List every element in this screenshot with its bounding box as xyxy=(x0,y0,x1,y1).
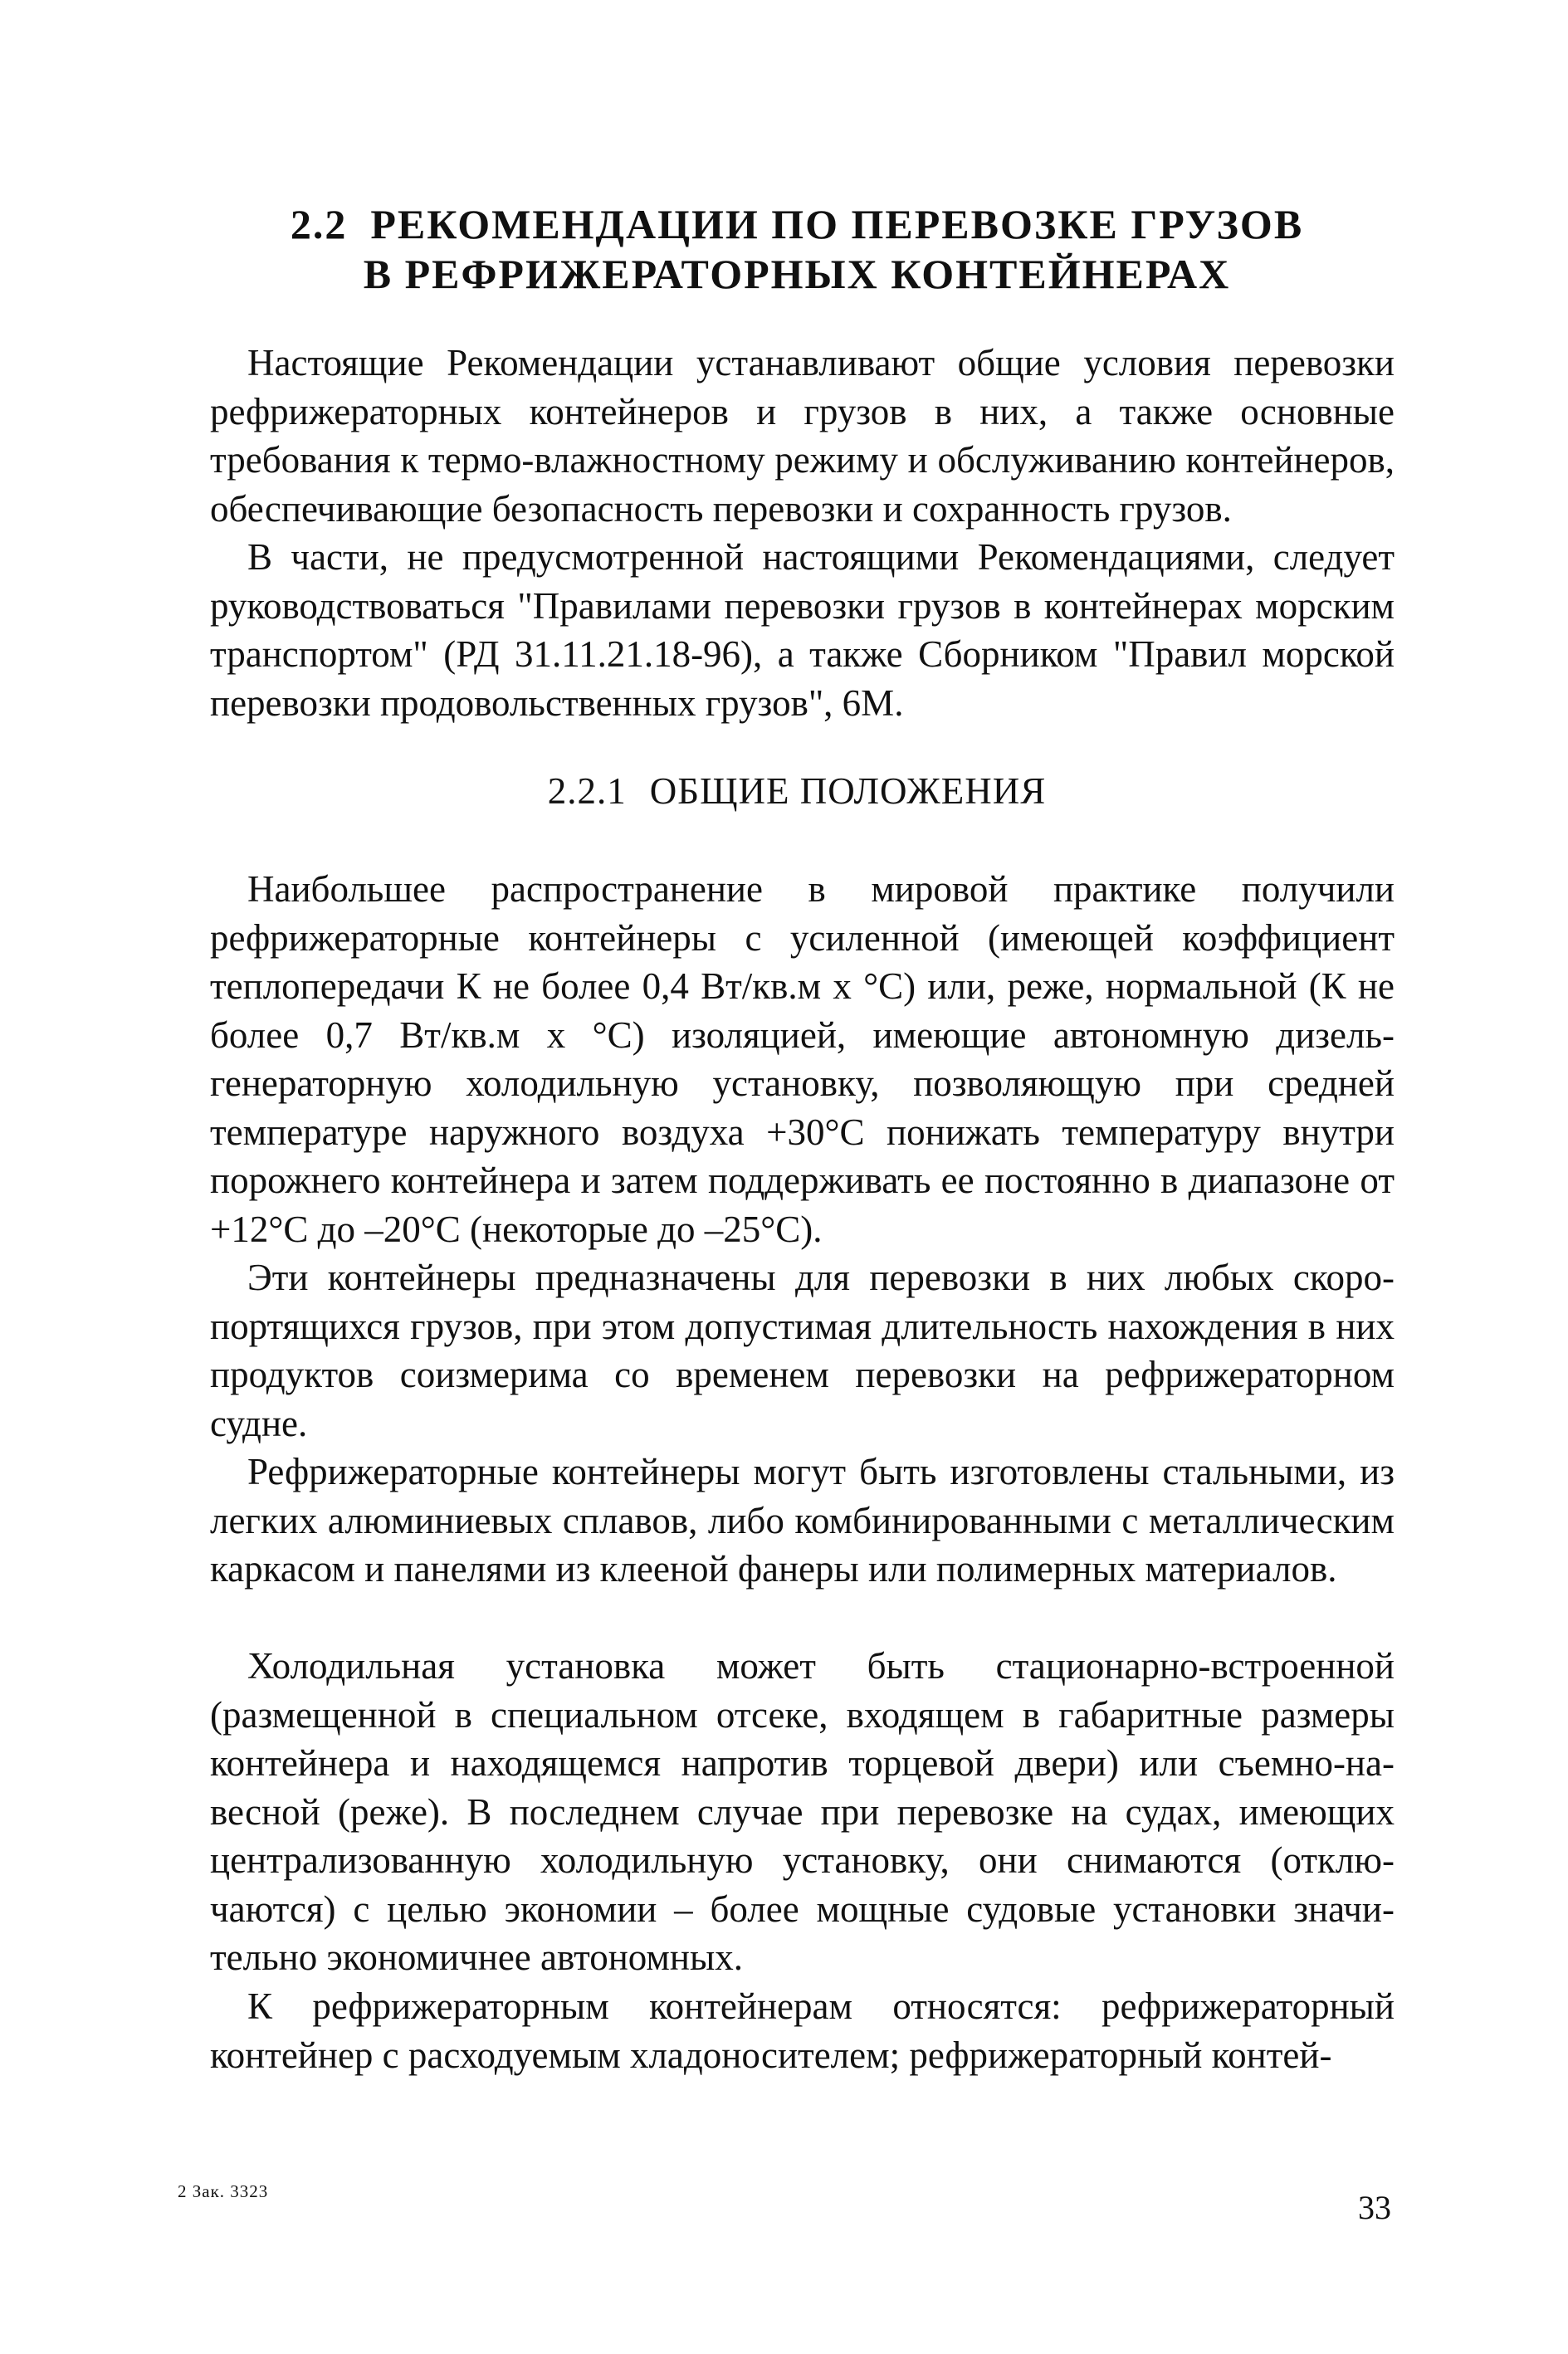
section-heading-line2 xyxy=(208,249,1386,299)
section-heading-line1 xyxy=(208,199,1386,249)
page-number: 33 xyxy=(1358,2189,1391,2226)
section-title-line2: В РЕФРИЖЕРАТОРНЫХ КОНТЕЙНЕРАХ xyxy=(363,251,1231,297)
body-paragraph-5: К рефрижераторным контейнерам относятся: рефрижераторный контейнер с расходуемым хладоносителем; рефрижераторный контей- xyxy=(210,1985,1395,2076)
footer-order-mark: 2 Зак. 3323 xyxy=(178,2181,269,2201)
section-number: 2.2 xyxy=(290,201,348,247)
body-paragraph-2: Эти контейнеры предназначены для перевозки в них любых скоропортящихся грузов, при этом допустимая длительность нахождения в них продуктов соизмерима со временем перевозки на рефрижераторном судне. xyxy=(210,1257,1395,1444)
intro-paragraph-1: Настоящие Рекомендации устанавливают общие условия перевозки рефрижераторных контейнеров и грузов в них, а также основные требования к термо-влажностному режиму и обслуживанию контейнеров, обеспечивающие безопасность перевозки и сохранность грузов. xyxy=(210,342,1395,530)
body-paragraph-1: Наибольшее распространение в мировой практике получили рефрижераторные контейнеры с усиленной (имеющей коэффициент теплопередачи К не более 0,4 Вт/кв.м х °С) или, реже, нормальной (К не более 0,7 Вт/кв.м х °С) изоляцией, имеющие автономную дизель-генераторную холодильную установку, позволяющую при средней температуре наружного воздуха +30°С понижать температуру внутри порожнего контейнера и затем поддерживать ее постоянно в диапазоне от +12°С до –20°С (некоторые до –25°С). xyxy=(210,868,1395,1250)
body-paragraph-3: Рефрижераторные контейнеры могут быть изготовлены стальными, из легких алюминиевых сплавов, либо комбинированными с металлическим каркасом и панелями из клееной фанеры или полимерных материалов. xyxy=(210,1451,1395,1590)
body-paragraph-4: Холодильная установка может быть стационарно-встроенной (размещенной в специальном отсеке, входящем в габаритные размеры контейнера и находящемся напротив торцевой двери) или съемно-навесной (реже). В последнем случае при перевозке на судах, имеющих централизованную холодильную установку, они снимаются (отключаются) с целью экономии – более мощные судовые установки значительно экономичнее автономных. xyxy=(210,1645,1395,1978)
section-title-line1: РЕКОМЕНДАЦИИ ПО ПЕРЕВОЗКЕ ГРУЗОВ xyxy=(370,201,1304,247)
intro-paragraph-2: В части, не предусмотренной настоящими Рекомендациями, следует руководствоваться "Правилами перевозки грузов в контейнерах морским транспортом" (РД 31.11.21.18-96), а также Сборником "Правил морской перевозки продовольственных грузов", 6М. xyxy=(210,536,1395,724)
subsection-heading xyxy=(208,767,1386,815)
subsection-title: ОБЩИЕ ПОЛОЖЕНИЯ xyxy=(649,770,1047,812)
subsection-number: 2.2.1 xyxy=(547,770,627,812)
